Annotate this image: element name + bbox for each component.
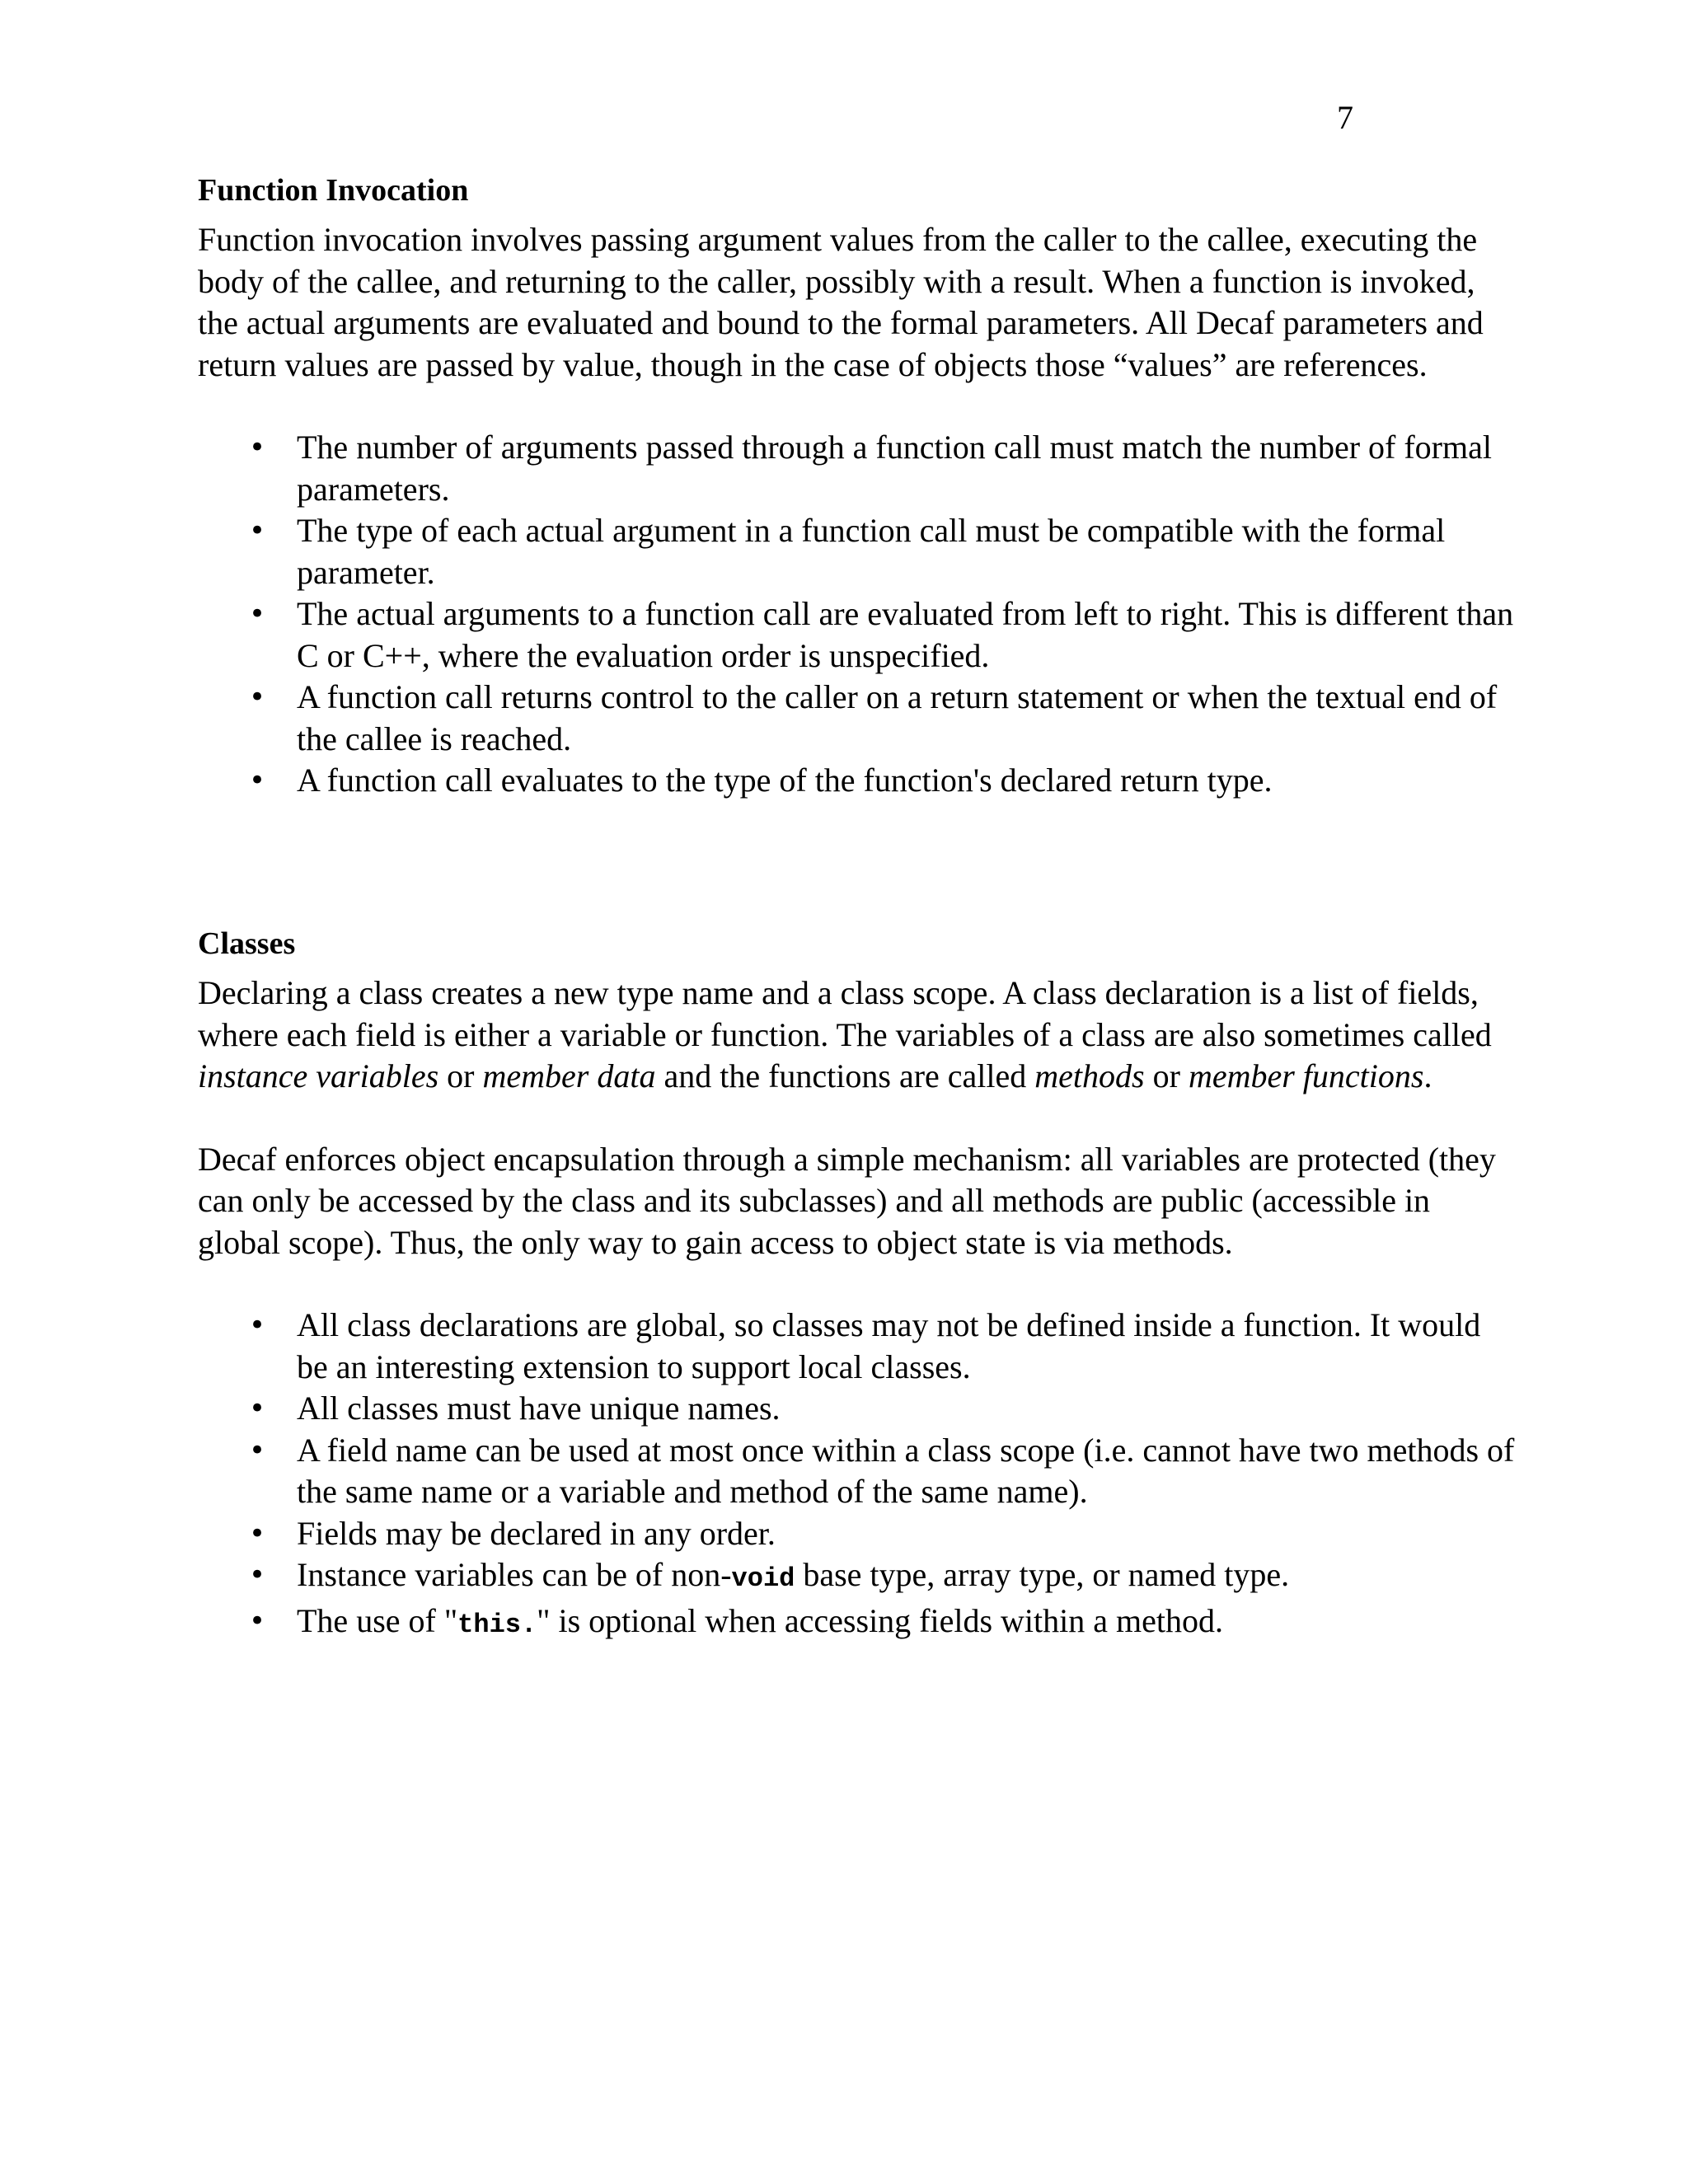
list-item: • All class declarations are global, so classes may not be defined inside a function. It would be an interesting extension to support local classes.: [249, 1306, 1481, 1385]
list-item: • The number of arguments passed through a function call must match the number of formal parameters.: [249, 429, 1492, 508]
bullet-icon: •: [249, 431, 266, 464]
page-number: 7: [1337, 99, 1353, 136]
list-item: • A function call evaluates to the type of the function's declared return type.: [198, 760, 1517, 802]
list-item: • The actual arguments to a function call are evaluated from left to right. This is different than C or C++, where the evaluation order is unspecified.: [249, 595, 1514, 674]
term: member data: [482, 1057, 656, 1094]
list-item: • The use of "this." is optional when accessing fields within a method.: [198, 1601, 1517, 1647]
bullet-list: [198, 1305, 1517, 1646]
list-item: • A field name can be used at most once within a class scope (i.e. cannot have two methods of the same name or a variable and method of the same name).: [249, 1431, 1515, 1510]
paragraph: Declaring a class creates a new type name and a class scope. A class declaration is a list of fields, where each field is either a variable or function. The variables of a class are also sometimes called instance variables or member data and the functions are called methods or member functions.: [198, 974, 1492, 1094]
list-item: • Fields may be declared in any order.: [198, 1513, 1517, 1555]
bullet-icon: •: [249, 1558, 266, 1591]
bullet-list: [198, 427, 1517, 802]
bullet-icon: •: [249, 514, 266, 547]
bullet-icon: •: [249, 764, 266, 797]
bullet-icon: •: [249, 598, 266, 630]
section-function-invocation: [198, 170, 1517, 802]
term: member functions: [1188, 1057, 1424, 1094]
term: instance variables: [198, 1057, 439, 1094]
list-item: • Instance variables can be of non-void base type, array type, or named type.: [198, 1554, 1517, 1601]
code-keyword: this.: [457, 1609, 537, 1640]
bullet-icon: •: [249, 1433, 266, 1467]
list-item: • All classes must have unique names.: [198, 1388, 1517, 1430]
section-heading: Classes: [198, 926, 296, 961]
bullet-icon: •: [249, 1392, 266, 1425]
list-item: • The type of each actual argument in a function call must be compatible with the formal parameter.: [249, 512, 1446, 591]
section-heading: Function Invocation: [198, 173, 469, 208]
term: methods: [1034, 1057, 1145, 1094]
bullet-icon: •: [249, 1309, 266, 1342]
bullet-icon: •: [249, 1516, 266, 1550]
code-keyword: void: [731, 1563, 795, 1594]
paragraph: Function invocation involves passing argument values from the caller to the callee, executing the body of the callee, and returning to the caller, possibly with a result. When a function is invoked, the actual arguments are evaluated and bound to the formal parameters. All Decaf parameters and return values are passed by value, though in the case of objects those “values” are references.: [198, 221, 1484, 383]
bullet-icon: •: [249, 1604, 266, 1638]
list-item: • A function call returns control to the caller on a return statement or when the textual end of the callee is reached.: [249, 678, 1498, 757]
paragraph: Decaf enforces object encapsulation through a simple mechanism: all variables are protected (they can only be accessed by the class and its subclasses) and all methods are public (accessible in global scope). Thus, the only way to gain access to object state is via methods.: [198, 1140, 1496, 1261]
section-classes: [198, 923, 1517, 1646]
bullet-icon: •: [249, 681, 266, 714]
